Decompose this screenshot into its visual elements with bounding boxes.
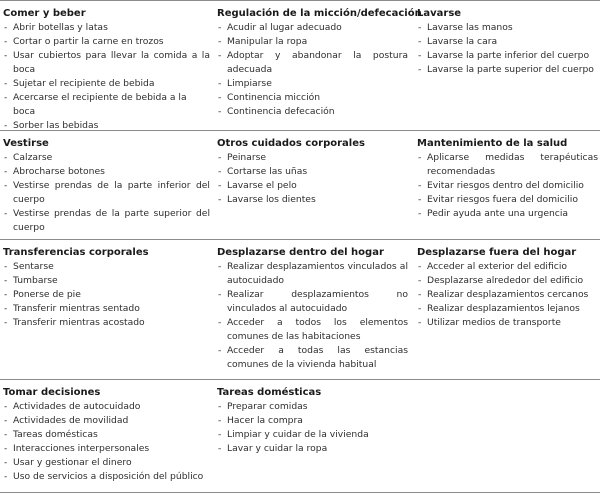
category-otros-cuidados bbox=[216, 131, 414, 239]
category-title: Tomar decisiones bbox=[3, 387, 101, 398]
list-item: - Cortarse las uñas bbox=[217, 165, 408, 179]
list-item: - Interacciones interpersonales bbox=[3, 442, 210, 456]
category-list bbox=[417, 151, 598, 221]
table-section bbox=[0, 130, 600, 239]
list-item: - Acceder al exterior del edificio bbox=[417, 260, 598, 274]
list-item: - Vestirse prendas de la parte inferior del cuerpo bbox=[3, 179, 210, 207]
category-desplazarse-dentro bbox=[216, 240, 414, 379]
list-item: - Manipular la ropa bbox=[217, 35, 408, 49]
list-item: - Lavarse las manos bbox=[417, 21, 598, 35]
list-item: - Realizar desplazamientos vinculados al autocuidado bbox=[217, 260, 408, 288]
list-item: - Sorber las bebidas bbox=[3, 119, 210, 133]
list-item: - Evitar riesgos dentro del domicilio bbox=[417, 179, 598, 193]
list-item: - Cortar o partir la carne en trozos bbox=[3, 35, 210, 49]
list-item: - Actividades de movilidad bbox=[3, 414, 210, 428]
category-list bbox=[217, 151, 408, 207]
category-tareas-domesticas bbox=[216, 380, 414, 492]
list-item: - Aplicarse medidas terapéuticas recomendadas bbox=[417, 151, 598, 179]
category-list bbox=[217, 400, 408, 456]
list-item: - Limpiar y cuidar de la vivienda bbox=[217, 428, 408, 442]
list-item: - Adoptar y abandonar la postura adecuada bbox=[217, 49, 408, 77]
list-item: - Lavarse la cara bbox=[417, 35, 598, 49]
list-item: - Acudir al lugar adecuado bbox=[217, 21, 408, 35]
category-list bbox=[3, 151, 210, 235]
list-item: - Continencia defecación bbox=[217, 105, 408, 119]
category-list bbox=[417, 21, 598, 77]
category-title: Tareas domésticas bbox=[217, 387, 322, 398]
list-item: - Acercarse el recipiente de bebida a la boca bbox=[3, 91, 210, 119]
empty-cell bbox=[414, 380, 600, 492]
list-item: - Preparar comidas bbox=[217, 400, 408, 414]
category-tomar-decisiones bbox=[0, 380, 216, 492]
category-desplazarse-fuera bbox=[414, 240, 600, 379]
list-item: - Actividades de autocuidado bbox=[3, 400, 210, 414]
list-item: - Acceder a todas las estancias comunes de la vivienda habitual bbox=[217, 344, 408, 372]
list-item: - Transferir mientras acostado bbox=[3, 316, 210, 330]
list-item: - Sentarse bbox=[3, 260, 210, 274]
category-list bbox=[417, 260, 598, 330]
list-item: - Vestirse prendas de la parte superior del cuerpo bbox=[3, 207, 210, 235]
category-list bbox=[3, 21, 210, 133]
category-title: Vestirse bbox=[3, 138, 49, 149]
category-transferencias bbox=[0, 240, 216, 379]
list-item: - Tumbarse bbox=[3, 274, 210, 288]
list-item: - Continencia micción bbox=[217, 91, 408, 105]
list-item: - Lavarse los dientes bbox=[217, 193, 408, 207]
category-title: Mantenimiento de la salud bbox=[417, 138, 568, 149]
table-section bbox=[0, 0, 600, 130]
category-title: Comer y beber bbox=[3, 8, 86, 19]
list-item: - Tareas domésticas bbox=[3, 428, 210, 442]
list-item: - Lavar y cuidar la ropa bbox=[217, 442, 408, 456]
list-item: - Limpiarse bbox=[217, 77, 408, 91]
list-item: - Desplazarse alrededor del edificio bbox=[417, 274, 598, 288]
list-item: - Lavarse el pelo bbox=[217, 179, 408, 193]
category-regulacion-miccion bbox=[216, 1, 422, 130]
category-lavarse bbox=[414, 1, 600, 130]
list-item: - Utilizar medios de transporte bbox=[417, 316, 598, 330]
table-section bbox=[0, 239, 600, 379]
list-item: - Usar y gestionar el dinero bbox=[3, 456, 210, 470]
list-item: - Ponerse de pie bbox=[3, 288, 210, 302]
list-item: - Abrir botellas y latas bbox=[3, 21, 210, 35]
list-item: - Lavarse la parte inferior del cuerpo bbox=[417, 49, 598, 63]
list-item: - Abrocharse botones bbox=[3, 165, 210, 179]
category-title: Desplazarse fuera del hogar bbox=[417, 247, 577, 258]
category-list bbox=[217, 260, 408, 372]
category-list bbox=[3, 400, 210, 484]
list-item: - Realizar desplazamientos lejanos bbox=[417, 302, 598, 316]
list-item: - Pedir ayuda ante una urgencia bbox=[417, 207, 598, 221]
category-comer-y-beber bbox=[0, 1, 216, 130]
list-item: - Hacer la compra bbox=[217, 414, 408, 428]
list-item: - Realizar desplazamientos cercanos bbox=[417, 288, 598, 302]
category-title: Transferencias corporales bbox=[3, 247, 149, 258]
list-item: - Evitar riesgos fuera del domicilio bbox=[417, 193, 598, 207]
list-item: - Uso de servicios a disposición del público bbox=[3, 470, 210, 484]
list-item: - Peinarse bbox=[217, 151, 408, 165]
table-section bbox=[0, 379, 600, 493]
category-title: Desplazarse dentro del hogar bbox=[217, 247, 384, 258]
list-item: - Acceder a todos los elementos comunes de las habitaciones bbox=[217, 316, 408, 344]
category-list bbox=[3, 260, 210, 330]
list-item: - Calzarse bbox=[3, 151, 210, 165]
category-mantenimiento-salud bbox=[414, 131, 600, 239]
category-vestirse bbox=[0, 131, 216, 239]
category-list bbox=[217, 21, 408, 119]
list-item: - Sujetar el recipiente de bebida bbox=[3, 77, 210, 91]
list-item: - Lavarse la parte superior del cuerpo bbox=[417, 63, 598, 77]
category-title: Regulación de la micción/defecación bbox=[217, 8, 422, 19]
category-title: Lavarse bbox=[417, 8, 462, 19]
list-item: - Transferir mientras sentado bbox=[3, 302, 210, 316]
category-title: Otros cuidados corporales bbox=[217, 138, 365, 149]
list-item: - Usar cubiertos para llevar la comida a la boca bbox=[3, 49, 210, 77]
list-item: - Realizar desplazamientos no vinculados al autocuidado bbox=[217, 288, 408, 316]
